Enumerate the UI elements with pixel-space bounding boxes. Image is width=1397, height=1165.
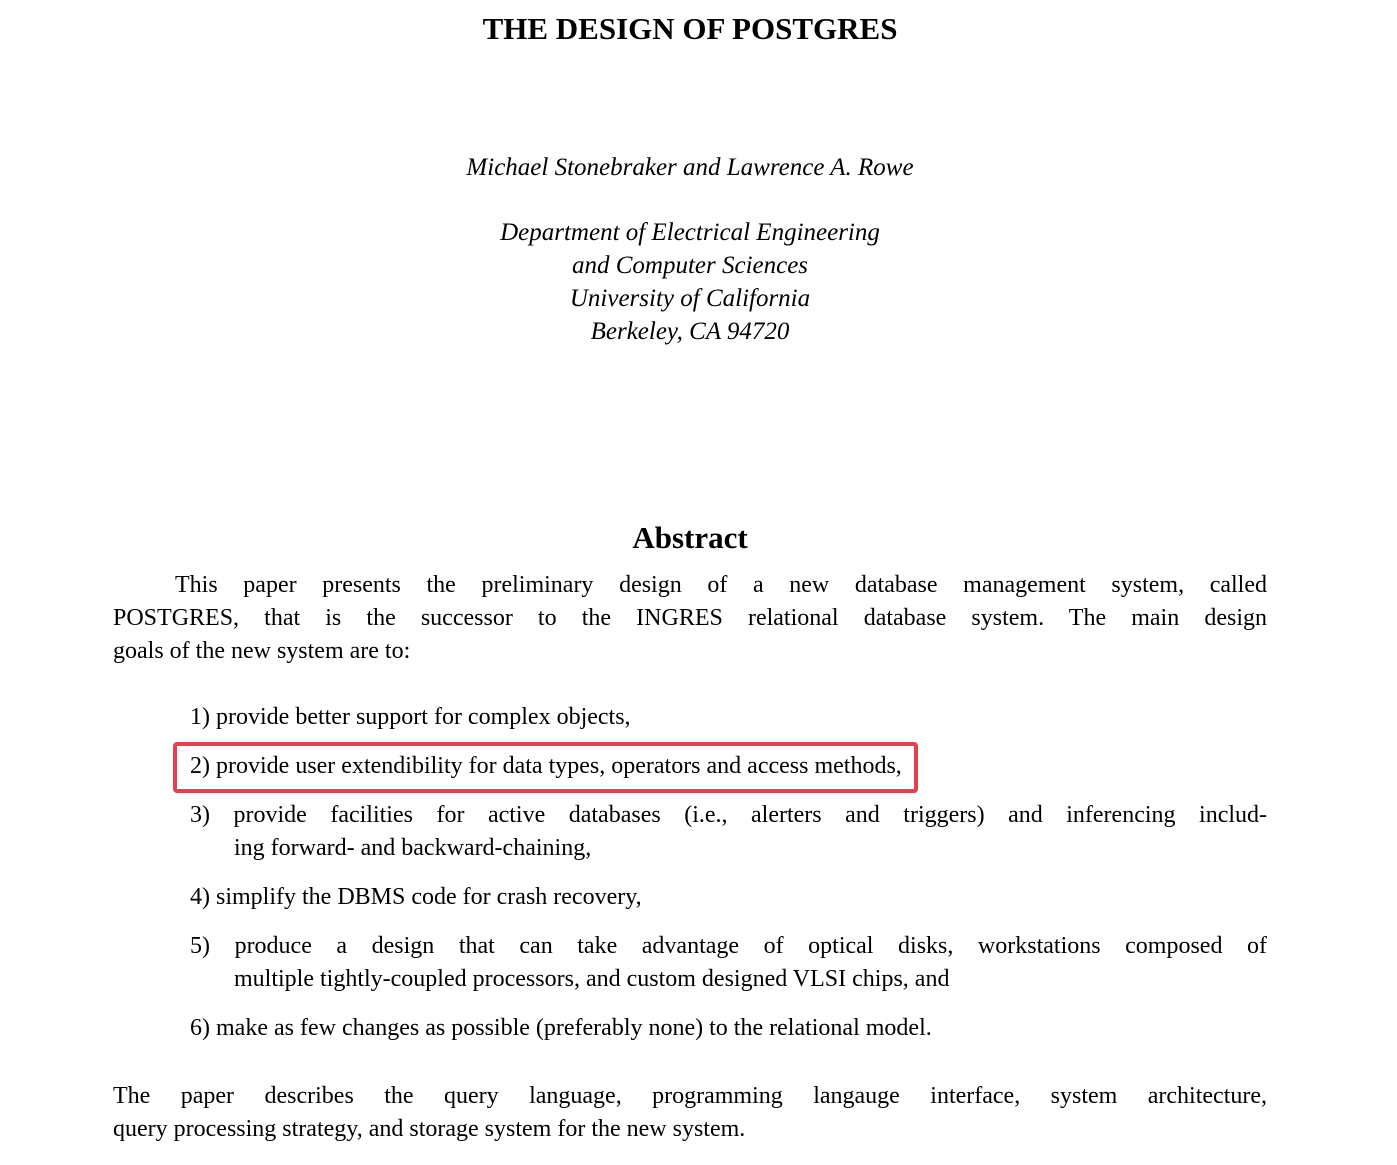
closing-line: query processing strategy, and storage system for the new system.	[113, 1116, 746, 1142]
design-goals-list	[190, 701, 1267, 1045]
goal-text: produce a design that can take advantage of optical disks, workstations composed of	[234, 933, 1268, 959]
goal-line	[190, 930, 1267, 963]
goal-item-4	[190, 881, 1267, 914]
goal-line	[190, 1012, 1267, 1045]
goal-text: simplify the DBMS code for crash recovery,	[216, 884, 642, 910]
goal-number: 3)	[190, 802, 210, 828]
goal-text: provide better support for complex objects,	[216, 704, 631, 730]
affiliation-line-university: University of California	[569, 285, 811, 312]
authors-line: Michael Stonebraker and Lawrence A. Rowe	[466, 154, 914, 181]
goal-item-6	[190, 1012, 1267, 1045]
goal-text: make as few changes as possible (preferably none) to the relational model.	[216, 1015, 932, 1041]
affiliation-line-department: Department of Electrical Engineering	[500, 219, 880, 246]
goal-number: 5)	[190, 933, 210, 959]
affiliation-line-city: Berkeley, CA 94720	[590, 318, 790, 345]
goal-line-continuation: ing forward- and backward-chaining,	[234, 835, 592, 861]
paper-title: THE DESIGN OF POSTGRES	[482, 11, 898, 46]
goal-number: 4)	[190, 884, 210, 910]
goal-line	[190, 799, 1267, 832]
affiliation-line-department-2: and Computer Sciences	[571, 252, 809, 279]
intro-line: This paper presents the preliminary design of a new database management system, called	[175, 572, 1267, 598]
goal-line-continuation: multiple tightly-coupled processors, and custom designed VLSI chips, and	[234, 966, 950, 992]
intro-line: goals of the new system are to:	[113, 638, 411, 664]
affiliation-block	[113, 216, 1267, 348]
goal-item-3	[190, 799, 1267, 865]
goal-number: 2)	[190, 753, 210, 779]
goal-item-2	[190, 750, 1267, 783]
closing-paragraph	[113, 1080, 1267, 1146]
goal-highlight-box	[173, 742, 918, 793]
goal-text: provide facilities for active databases (i.e., alerters and triggers) and inferencing includ-	[233, 802, 1268, 828]
goal-item-5	[190, 930, 1267, 996]
closing-line: The paper describes the query language, programming langauge interface, system architecture,	[113, 1083, 1267, 1109]
goal-item-1	[190, 701, 1267, 734]
abstract-heading: Abstract	[632, 520, 748, 555]
goal-number: 6)	[190, 1015, 210, 1041]
goal-text: provide user extendibility for data types, operators and access methods,	[216, 753, 902, 779]
intro-line: POSTGRES, that is the successor to the INGRES relational database system. The main design	[113, 605, 1267, 631]
goal-line	[190, 881, 1267, 914]
goal-number: 1)	[190, 704, 210, 730]
goal-line	[190, 701, 1267, 734]
abstract-intro-paragraph	[113, 569, 1267, 668]
